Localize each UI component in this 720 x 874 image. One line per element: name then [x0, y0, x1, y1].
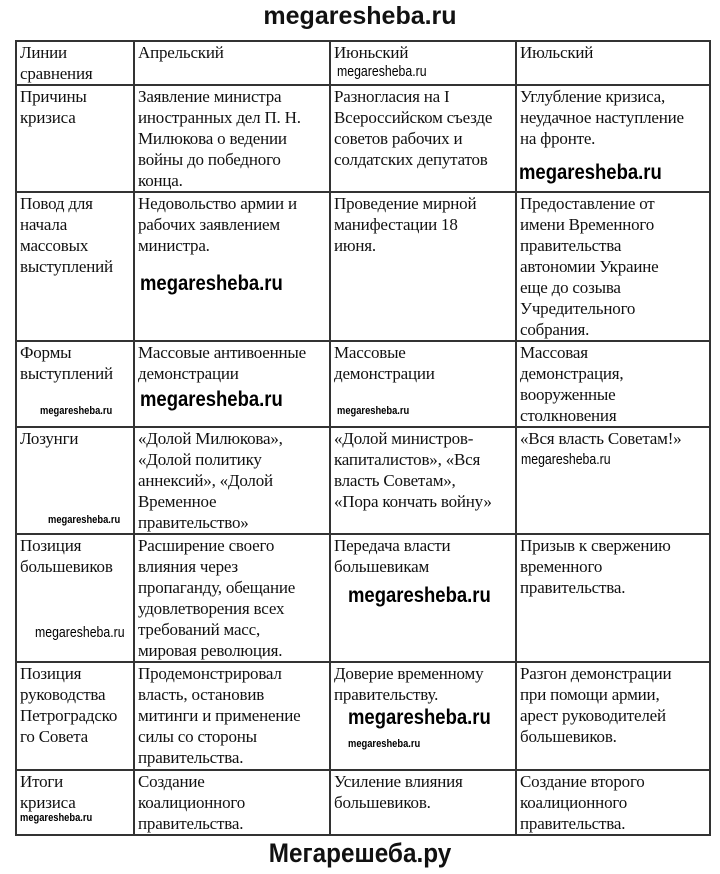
table-cell: Заявление министра иностранных дел П. Н. Милюкова о ведении войны до победного конца. — [134, 85, 330, 192]
table-cell: Недовольство армии и рабочих заявлением министра. — [134, 192, 330, 341]
table-cell: Массовые антивоенные демонстрации — [134, 341, 330, 427]
table-cell: Разгон демонстрации при помощи армии, арест руководителей большевиков. — [516, 662, 710, 770]
table-cell: Создание коалиционного правительства. — [134, 770, 330, 835]
watermark: megaresheba.ru — [337, 63, 427, 80]
table-cell: Расширение своего влияния через пропаганду, обещание удовлетворения всех требований масс, мировая революция. — [134, 534, 330, 662]
watermark: megaresheba.ru — [48, 514, 121, 526]
row-label: Лозунги — [16, 427, 134, 534]
row-label: Формы выступлений — [16, 341, 134, 427]
watermark: megaresheba.ru — [140, 388, 283, 411]
table-cell: Создание второго коалиционного правительства. — [516, 770, 710, 835]
watermark: megaresheba.ru — [521, 451, 611, 468]
table-cell: Усиление влияния большевиков. — [330, 770, 516, 835]
table-cell: «Долой министров- капиталистов», «Вся власть Советам», «Пора кончать войну» — [330, 427, 516, 534]
table-cell: Доверие временному правительству. — [330, 662, 516, 770]
row-label: Позиция большевиков — [16, 534, 134, 662]
table-row — [16, 770, 710, 835]
column-header: Апрельский — [134, 41, 330, 85]
table-cell: Проведение мирной манифестации 18 июня. — [330, 192, 516, 341]
table-cell: Массовая демонстрация, вооруженные столкновения — [516, 341, 710, 427]
column-header: Июльский — [516, 41, 710, 85]
row-label: Итоги кризиса — [16, 770, 134, 835]
watermark: megaresheba.ru — [40, 405, 113, 417]
row-label: Причины кризиса — [16, 85, 134, 192]
table-cell: Углубление кризиса, неудачное наступление на фронте. — [516, 85, 710, 192]
watermark: megaresheba.ru — [519, 161, 662, 184]
table-cell: Передача власти большевикам — [330, 534, 516, 662]
table-cell: Продемонстрировал власть, остановив митинги и применение силы со стороны правительства. — [134, 662, 330, 770]
row-label: Позиция руководства Петроградско го Совета — [16, 662, 134, 770]
watermark: megaresheba.ru — [348, 584, 491, 607]
column-header: Линии сравнения — [16, 41, 134, 85]
watermark: megaresheba.ru — [348, 706, 491, 729]
table-cell: Призыв к свержению временного правительства. — [516, 534, 710, 662]
watermark: megaresheba.ru — [35, 624, 125, 641]
table-cell: «Долой Милюкова», «Долой политику аннексий», «Долой Временное правительство» — [134, 427, 330, 534]
watermark: megaresheba.ru — [20, 812, 93, 824]
table-cell: Разногласия на I Всероссийском съезде советов рабочих и солдатских депутатов — [330, 85, 516, 192]
table-cell: Массовые демонстрации — [330, 341, 516, 427]
table-cell: «Вся власть Советам!» — [516, 427, 710, 534]
site-title: megaresheba.ru — [263, 2, 457, 30]
table-cell: Предоставление от имени Временного правительства автономии Украине еще до созыва Учредительного собрания. — [516, 192, 710, 341]
watermark: megaresheba.ru — [348, 738, 421, 750]
row-label: Повод для начала массовых выступлений — [16, 192, 134, 341]
table-row — [16, 192, 710, 341]
column-header: Июньский — [330, 41, 516, 85]
watermark: megaresheba.ru — [337, 405, 410, 417]
watermark: megaresheba.ru — [140, 272, 283, 295]
footer-site-name: Мегарешеба.ру — [268, 838, 452, 868]
